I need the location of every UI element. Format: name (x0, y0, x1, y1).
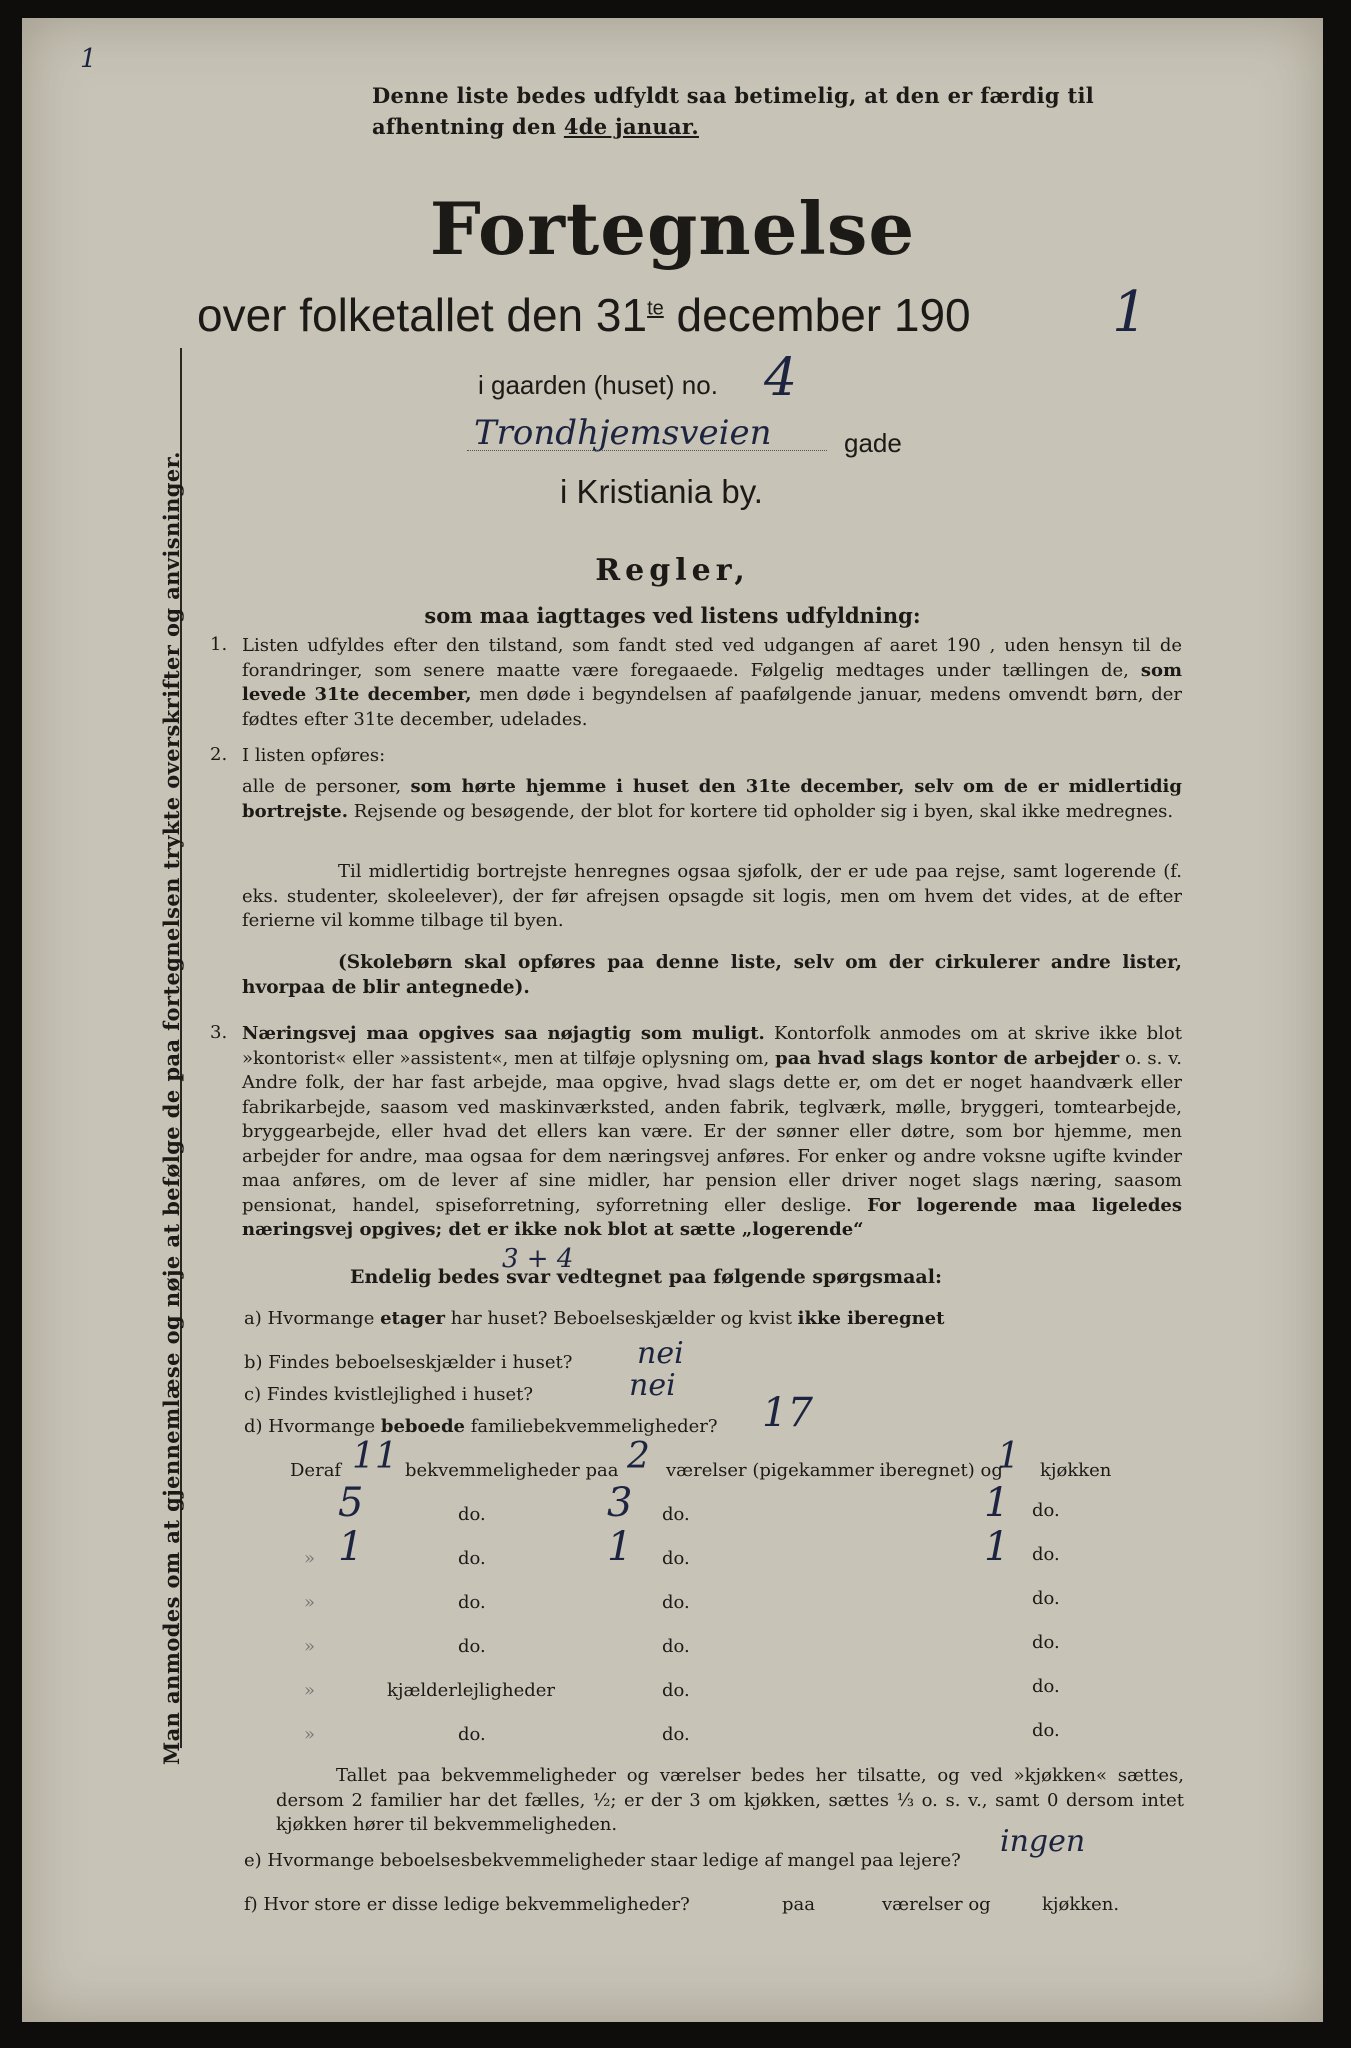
answer-a: 3 + 4 (502, 1244, 574, 1274)
rule-1-text (242, 634, 1182, 732)
row4-do-3: do. (1032, 1588, 1060, 1609)
row2-kitchen: 1 (984, 1480, 1010, 1526)
row6-dash: » (304, 1680, 316, 1701)
rule-3-b: Kontorfolk anmodes om at skrive ikke blot »kontorist« eller »assistent«, men at tilføje oplysning om, (242, 1023, 1182, 1069)
rule-3-a: Næringsvej maa opgives saa nøjagtig som muligt. (242, 1023, 765, 1044)
rule-1-a: Listen udfyldes efter den tilstand, som fandt sted ved udgangen af aaret 190 , uden hensyn til de forandringer, som senere maatte være foregaaede. Følgelig medtages under tællingen de, (242, 635, 1182, 681)
rule-3-text (242, 1022, 1182, 1243)
header-line-2-prefix: afhentning den (372, 114, 557, 139)
row2-do-2: do. (662, 1504, 690, 1525)
row5-dash: » (304, 1636, 316, 1657)
question-d (244, 1416, 718, 1437)
row7-do-3: do. (1032, 1720, 1060, 1741)
question-e: e) Hvormange beboelsesbekvemmeligheder staar ledige af mangel paa lejere? (244, 1850, 961, 1871)
gaard-label: i gaarden (huset) no. (478, 370, 718, 400)
question-a-label: a) Hvormange (244, 1308, 375, 1329)
rule-3-d: o. s. v. Andre folk, der har fast arbejde, maa opgive, hvad slags dette er, om det er noget haandværk eller fabrikarbejde, saasom ved maskinværksted, anden fabrik, teglværk, mølle, bryggeri, tomtearbejde, bryggearbejde, eller hvad det ellers kan være. Er der sønner eller døtre, som bor hjemme, men arbejder for andre, maa ogsaa for dem næringsvej anføres. For enker og andre voksne ugifte kvinder maa anføres, om de lever af sine midler, har pension eller driver noget slags næring, saasom pensionat, handel, spiseforretning, syforretning eller deslige. (242, 1047, 1182, 1216)
f-vaerelser-label: værelser og (882, 1894, 991, 1915)
row1-kitchen: 1 (997, 1436, 1020, 1477)
rule-2-paragraph-2: Til midlertidig bortrejste henregnes ogsaa sjøfolk, der er ude paa rejse, samt logerende (f. eks. studenter, skoleelever), der før afrejsen opsagde sit logis, men om hvem det vides, at de efter ferierne vil komme tilbage til byen. (242, 861, 1182, 931)
footer-note: Tallet paa bekvemmeligheder og værelser bedes her tilsatte, og ved »kjøkken« sættes, dersom 2 familier har det fælles, ½; er der 3 om kjøkken, sættes ⅓ o. s. v., samt 0 dersom intet kjøkken hører til bekvemmeligheden. (276, 1765, 1184, 1835)
rule-2-intro: I listen opføres: (242, 745, 386, 766)
question-f: f) Hvor store er disse ledige bekvemmeligheder? (244, 1894, 690, 1915)
kjaelder-label: kjælderlejligheder (387, 1680, 555, 1701)
subtitle (197, 288, 971, 342)
answer-e: ingen (1000, 1824, 1086, 1859)
answer-b: nei (637, 1336, 684, 1371)
question-d-rest: familiebekvemmeligheder? (470, 1416, 718, 1437)
rule-2-paragraph-3: (Skolebørn skal opføres paa denne liste, selv om der cirkulerer andre lister, hvorpaa de blir antegnede). (242, 952, 1182, 998)
vaerelser-label: værelser (pigekammer iberegnet) og (666, 1460, 1003, 1481)
rule-1-number: 1. (210, 634, 228, 655)
city-label: i Kristiania by. (560, 473, 763, 510)
row7-do-2: do. (662, 1724, 690, 1745)
rule-3-e: For logerende maa ligeledes næringsvej opgives; det er ikke nok blot at sætte „logerende“ (242, 1194, 1183, 1240)
row3-do-1: do. (458, 1548, 486, 1569)
header-line-1: Denne liste bedes udfyldt saa betimelig, at den er færdig til (372, 83, 1095, 108)
row5-do-1: do. (458, 1636, 486, 1657)
row3-rooms: 1 (607, 1524, 633, 1570)
header-note (372, 80, 1172, 142)
handwritten-year: 1 (1112, 280, 1148, 345)
side-instruction: Man anmodes om at gjennemlæse og nøje at befølge de paa fortegnelsen trykte overskrifter og anvisninger. (159, 451, 184, 1765)
questions-intro: Endelig bedes svar vedtegnet paa følgende spørgsmaal: (350, 1266, 942, 1288)
header-line-2 (372, 111, 1172, 142)
question-d-bold: beboede (380, 1416, 466, 1437)
question-b: b) Findes beboelseskjælder i huset? (244, 1352, 573, 1373)
handwritten-street: Trondhjemsveien (474, 413, 772, 453)
street-fill-line (467, 450, 827, 451)
f-paa-label: paa (782, 1894, 815, 1915)
deraf-label: Deraf (290, 1460, 342, 1481)
row2-count: 5 (338, 1480, 364, 1526)
bekv-label: bekvemmeligheder paa (405, 1460, 619, 1481)
gade-label: gade (844, 428, 902, 458)
row7-dash: » (304, 1724, 316, 1745)
question-c: c) Findes kvistlejlighed i huset? (244, 1384, 534, 1405)
rule-1-bold: som levede 31te december, (242, 659, 1182, 705)
row5-do-3: do. (1032, 1632, 1060, 1653)
row3-dash-1: » (304, 1548, 316, 1569)
row1-count: 11 (352, 1436, 398, 1477)
row2-do-3: do. (1032, 1500, 1060, 1521)
handwritten-house-number: 4 (764, 348, 798, 408)
row4-do-1: do. (458, 1592, 486, 1613)
f-kjokken-label: kjøkken. (1042, 1894, 1120, 1915)
row4-do-2: do. (662, 1592, 690, 1613)
row7-do-1: do. (458, 1724, 486, 1745)
question-a (244, 1308, 944, 1329)
page-mark: 1 (80, 44, 97, 74)
rules-subheading: som maa iagttages ved listens udfyldning: (424, 603, 921, 628)
kjokken-label: kjøkken (1040, 1460, 1112, 1481)
page-title: Fortegnelse (429, 186, 916, 271)
row6-do-2: do. (662, 1680, 690, 1701)
row6-do-3: do. (1032, 1676, 1060, 1697)
rule-2-text (242, 775, 1182, 824)
row3-count: 1 (338, 1524, 364, 1570)
subtitle-suffix: december 190 (676, 289, 971, 341)
row3-do-3: do. (1032, 1544, 1060, 1565)
rule-1-c: men døde i begyndelsen af paafølgende januar, medens omvendt børn, der fødtes efter 31te december, udelades. (242, 684, 1182, 730)
subtitle-prefix: over folketallet den 31 (197, 289, 648, 341)
row3-kitchen: 1 (984, 1524, 1010, 1570)
answer-d: 17 (762, 1390, 813, 1436)
row3-do-2: do. (662, 1548, 690, 1569)
question-a-rest: har huset? Beboelseskjælder og kvist (450, 1308, 792, 1329)
row2-do-1: do. (458, 1504, 486, 1525)
rule-2-number: 2. (210, 744, 228, 765)
rule-2-c: Rejsende og besøgende, der blot for kortere tid opholder sig i byen, skal ikke medregnes. (353, 800, 1174, 822)
rules-heading: Regler, (595, 553, 750, 588)
question-d-label: d) Hvormange (244, 1416, 376, 1437)
rule-3-number: 3. (210, 1022, 228, 1043)
answer-c: nei (629, 1368, 676, 1403)
row1-rooms: 2 (627, 1436, 650, 1477)
subtitle-sup: te (647, 297, 664, 320)
rule-2-bold: som hørte hjemme i huset den 31te december, selv om de er midlertidig bortrejste. (242, 776, 1182, 822)
question-a-bold2: ikke iberegnet (797, 1308, 945, 1329)
question-a-bold: etager (380, 1308, 446, 1329)
row4-dash: » (304, 1592, 316, 1613)
row2-rooms: 3 (607, 1480, 633, 1526)
row5-do-2: do. (662, 1636, 690, 1657)
rule-2-a: alle de personer, (242, 776, 402, 797)
census-form (22, 18, 1323, 2022)
rule-3-bold: paa hvad slags kontor de arbejder (775, 1047, 1120, 1069)
pickup-date: 4de januar. (563, 114, 699, 139)
